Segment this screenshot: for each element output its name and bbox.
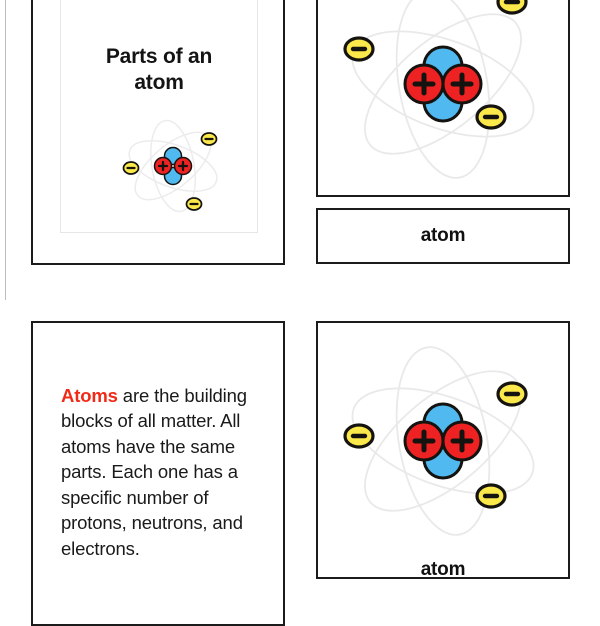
title-line-2: atom — [134, 71, 184, 95]
electron-upper-right — [498, 383, 526, 405]
title-card[interactable] — [31, 0, 285, 265]
atom-diagram-small — [118, 116, 228, 216]
definition-paragraph — [61, 383, 271, 562]
definition-keyword: Atoms — [61, 384, 118, 406]
atom-control-card[interactable] — [316, 321, 570, 579]
electron-lower-right — [187, 198, 202, 210]
electron-upper-right — [498, 0, 526, 13]
electron-left — [345, 425, 373, 447]
atom-diagram-svg-bottom — [328, 341, 558, 541]
atom-diagram-svg-top — [328, 0, 558, 184]
nucleus-group — [405, 404, 481, 478]
atom-diagram-top — [328, 0, 558, 184]
title-line-1: Parts of an — [105, 45, 213, 68]
nucleus-group — [405, 47, 481, 121]
atom-control-label-text: atom — [420, 559, 466, 579]
atom-picture-card[interactable] — [316, 0, 570, 197]
nucleus-group — [155, 148, 192, 185]
electron-lower-right — [477, 485, 505, 507]
atom-definition-card[interactable] — [31, 321, 285, 626]
definition-body: are the building blocks of all matter. All atoms have the same parts. Each one has a specific number of protons, neutrons, and electrons. — [61, 384, 247, 559]
page-title — [60, 44, 258, 97]
atom-control-card-label-wrap — [318, 559, 568, 579]
electron-left — [345, 38, 373, 60]
electron-upper-right — [202, 133, 217, 145]
electron-lower-right — [477, 106, 505, 128]
atom-diagram-svg-small — [118, 116, 228, 216]
electron-left — [124, 162, 139, 174]
atom-diagram-bottom — [328, 341, 558, 541]
atom-label-text: atom — [420, 225, 466, 246]
atom-label-card[interactable] — [316, 208, 570, 264]
